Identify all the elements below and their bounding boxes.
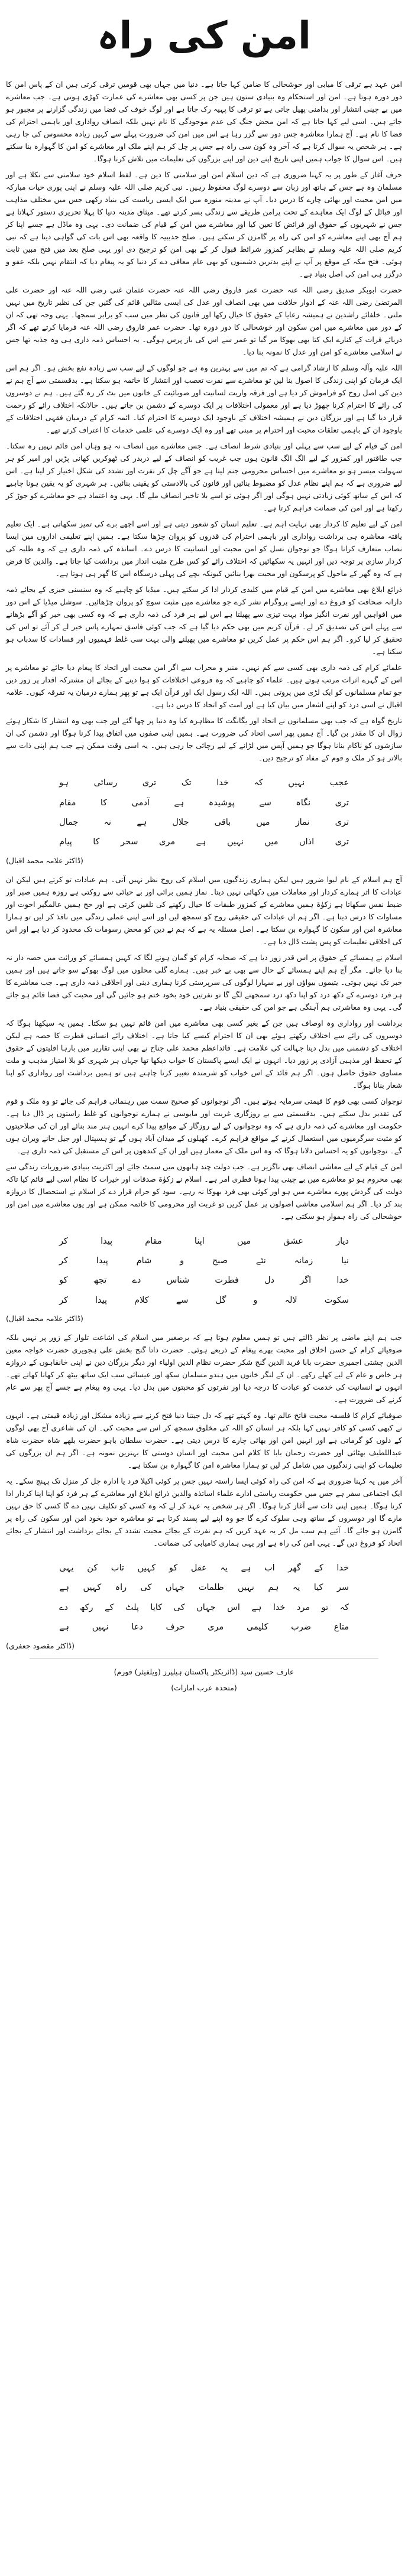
article-paragraph: امن کے قیام کے لیے سب سے پہلی اور بنیادی شرط انصاف ہے۔ جس معاشرے میں انصاف نہ ہو وہاں امن قائم نہیں رہ سکتا۔ جب طاقتور اور کمزور کے لیے الگ الگ قانون ہوں جب غریب کو انصاف کے لیے دربدر کی ٹھوکریں کھانی پڑیں اور امیر کو ہر سہولت میسر ہو تو معاشرے میں احساس محرومی جنم لیتا ہے جو آگے چل کر نفرت اور تشدد کی شکل اختیار کر لیتا ہے۔ اس لیے ضروری ہے کہ ہم اپنے نظام عدل کو مضبوط بنائیں اور قانون کی بالادستی کو یقینی بنائیں۔ ہر شہری کو یہ یقین ہونا چاہیے کہ اس کے ساتھ کوئی زیادتی نہیں ہوگی اور اگر ہوئی تو اسے بلا تاخیر انصاف ملے گا۔ یہی وہ اعتماد ہے جو معاشرے کو جوڑ کر رکھتا ہے اور امن کی ضمانت فراہم کرتا ہے۔ (6, 441, 402, 513)
poem-word: خدا (336, 1276, 349, 1286)
poem-word: عجب (329, 778, 349, 788)
poem-word: کہ (254, 778, 263, 788)
poem-word: نئے (255, 1256, 266, 1266)
article-paragraph: صوفیائے کرام کا فلسفہ محبت فاتح عالم تھا۔ وہ کہتے تھے کہ دل جیتنا دنیا فتح کرنے سے زیادہ مشکل اور زیادہ قیمتی ہے۔ انہوں نے کبھی کسی کو کافر نہیں کہا بلکہ ہر انسان کو اللہ کی مخلوق سمجھ کر اس سے محبت کی۔ ان کی شاعری آج بھی لوگوں کے دلوں کو گرماتی ہے اور انہیں امن اور بھائی چارے کا درس دیتی ہے۔ حضرت سلطان باہو حضرت بلھے شاہ حضرت شاہ عبداللطیف بھٹائی اور حضرت رحمان بابا کا کلام امن محبت اور انسان دوستی کا بہترین نمونہ ہے۔ اگر ہم ان بزرگوں کی تعلیمات کو اپنی زندگیوں میں شامل کر لیں تو ہمارا معاشرہ امن کا گہوارہ بن سکتا ہے۔ (6, 1411, 402, 1470)
poem-word: اپنا (194, 1236, 205, 1246)
poem-word: نماز (295, 818, 310, 828)
poem-word: میں (264, 837, 279, 847)
poem-word: یہ (292, 1583, 300, 1593)
poem-word: عشق (283, 1236, 303, 1246)
poem-word: پیدا (95, 1295, 108, 1305)
poem-word: حرف (166, 1622, 185, 1632)
poem-word: کو (169, 1563, 178, 1573)
poem-attribution: (ڈاکٹر علامہ محمد اقبال) (6, 1314, 83, 1323)
poem-word: کیا (313, 1583, 323, 1593)
poem-word: نگاہ (296, 798, 311, 808)
poem-word: میں (256, 818, 270, 828)
poem-word: نہیں (92, 1622, 109, 1632)
poem-line (59, 1559, 349, 1578)
poem-word: پیام (59, 837, 72, 847)
poem-word: سے (176, 1295, 189, 1305)
poem-word: زمانہ (294, 1256, 313, 1266)
poem-word: کہیں (137, 1563, 156, 1573)
poem-word: سحر (121, 837, 138, 847)
poem-line (59, 1618, 349, 1637)
poem-word: تری (142, 778, 157, 788)
poem-word: یہی (59, 1563, 74, 1573)
poem-word: تری (335, 818, 349, 828)
poem-word: ضرب (291, 1622, 312, 1632)
poem-word: تری (335, 837, 349, 847)
poem-line (59, 813, 349, 832)
poem-attribution: (ڈاکٹر علامہ محمد اقبال) (6, 856, 83, 865)
article-paragraph: امن عہد ہے ترقی کا میابی اور خوشحالی کا ضامن کہا جاتا ہے۔ دنیا میں جہاں بھی قومیں ترقی کرتی ہیں ان کے پاس امن کا دور دورہ ہوتا ہے۔ امن اور استحکام وہ بنیادی ستون ہیں جن پر کسی بھی معاشرے کی عمارت کھڑی ہوتی ہے۔ جب معاشرے میں بے چینی انتشار اور بدامنی پھیل جاتی ہے تو ترقی کا پہیہ رک جاتا ہے اور لوگ خوف کی فضا میں زندگی گزارنے پر مجبور ہو جاتے ہیں۔ اسی لیے کہا جاتا ہے کہ امن محض جنگ کی عدم موجودگی کا نام نہیں بلکہ انصاف رواداری اور باہمی احترام کی فضا کا نام ہے۔ آج ہمارا معاشرہ جس دور سے گزر رہا ہے اس میں امن کی ضرورت پہلے سے کہیں زیادہ محسوس کی جا رہی ہے۔ ہر شخص یہ سوال کرتا ہے کہ آخر وہ کون سی راہ ہے جس پر چل کر ہم اپنے ملک اور معاشرے کو امن کا گہوارہ بنا سکتے ہیں۔ اس سوال کا جواب ہمیں اپنی تاریخ اپنے دین اور اپنے بزرگوں کی تعلیمات میں تلاش کرنا ہوگا۔ (6, 80, 402, 164)
poem-word: باقی (214, 818, 231, 828)
poem-word: یہ (220, 1563, 228, 1573)
article-paragraph: برداشت اور رواداری وہ اوصاف ہیں جن کے بغیر کسی بھی معاشرے میں امن قائم نہیں ہو سکتا۔ ہمیں یہ سیکھنا ہوگا کہ دوسروں کی رائے سے اختلاف رکھتے ہوئے بھی ان کا احترام کیسے کیا جاتا ہے۔ اختلاف رائے انسانی فطرت کا حصہ ہے لیکن اختلاف کو دشمنی میں بدل دینا جہالت کی علامت ہے۔ قائداعظم محمد علی جناح نے بھی اپنی تقاریر میں بارہا اقلیتوں کے حقوق کے تحفظ اور مذہبی آزادی پر زور دیا۔ انہوں نے ایک ایسے پاکستان کا خواب دیکھا تھا جہاں ہر شہری کو بلا امتیاز مذہب و ملت مساوی حقوق حاصل ہوں۔ اگر ہم قائد کے اس خواب کو شرمندہ تعبیر کرنا چاہتے ہیں تو ہمیں برداشت اور رواداری کو اپنا شعار بنانا ہوگا۔ (6, 1018, 402, 1089)
poem-attribution: (ڈاکٹر مقصود جعفری) (6, 1641, 75, 1650)
poem-word: کن (87, 1563, 98, 1573)
poem-word: کہیں (83, 1583, 102, 1593)
article-paragraph: ذرائع ابلاغ بھی معاشرے میں امن کے قیام میں کلیدی کردار ادا کر سکتے ہیں۔ میڈیا کو چاہیے کہ وہ سنسنی خیزی کے بجائے ذمہ دارانہ صحافت کو فروغ دے اور ایسے پروگرام نشر کرے جو معاشرے میں مثبت سوچ کو پروان چڑھائیں۔ سوشل میڈیا کے اس دور میں افواہیں اور نفرت انگیز مواد بہت تیزی سے پھیلتا ہے اس لیے ہر فرد کی ذمہ داری ہے کہ وہ کسی بھی خبر کو آگے بڑھانے سے پہلے اس کی تصدیق کر لے۔ قرآن کریم میں بھی حکم دیا گیا ہے کہ جب کوئی فاسق تمہارے پاس خبر لے کر آئے تو اس کی تحقیق کر لیا کرو۔ اگر ہم اس حکم پر عمل کریں تو معاشرے میں پھیلنے والی بہت سی غلط فہمیوں اور فسادات کا سدباب ہو سکتا ہے۔ (6, 585, 402, 656)
poem-word: شناس (166, 1276, 190, 1286)
poem-word: نہ (103, 818, 112, 828)
author-location: (متحدہ عرب امارات) (171, 1683, 237, 1693)
poem-word: اگر (300, 1276, 312, 1286)
poem-word: آدمی (131, 798, 150, 808)
poem-line (59, 832, 349, 852)
article-page (6, 0, 402, 1695)
article-paragraph: امن کے لیے تعلیم کا کردار بھی نہایت اہم ہے۔ تعلیم انسان کو شعور دیتی ہے اور اسے اچھے برے کی تمیز سکھاتی ہے۔ ایک تعلیم یافتہ معاشرہ ہی برداشت رواداری اور باہمی احترام کی قدروں کو پروان چڑھا سکتا ہے۔ ہمیں اپنے تعلیمی اداروں میں ایسا نصاب متعارف کرانا ہوگا جو نوجوان نسل کو امن محبت اور انسانیت کا درس دے۔ اساتذہ کی ذمہ داری ہے کہ وہ طلبہ کی کردار سازی پر توجہ دیں اور انہیں یہ سکھائیں کہ اختلاف رائے کو کس طرح مثبت انداز میں برداشت کیا جاتا ہے۔ والدین کا فرض ہے کہ وہ گھر کے ماحول کو پرسکون اور محبت بھرا بنائیں کیونکہ بچے کی پہلی درسگاہ اس کا گھر ہی ہوتا ہے۔ (6, 519, 402, 578)
poem-word: نہیں (237, 1583, 254, 1593)
poem-word: دعا (131, 1622, 143, 1632)
poem-word: عقل (190, 1563, 207, 1573)
poem-word: و (253, 1295, 258, 1305)
poem-word: کے (105, 1602, 114, 1612)
article-paragraph: نوجوان کسی بھی قوم کا قیمتی سرمایہ ہوتے ہیں۔ اگر نوجوانوں کو صحیح سمت میں رہنمائی فراہم کی جائے تو وہ ملک و قوم کی تقدیر بدل سکتے ہیں۔ بدقسمتی سے بے روزگاری غربت اور مایوسی نے ہمارے نوجوانوں کو غلط راستوں پر ڈال دیا ہے۔ حکومت اور معاشرے کی ذمہ داری ہے کہ وہ نوجوانوں کے لیے روزگار کے مواقع پیدا کرے انہیں ہنر مند بنائے اور ان کی صلاحیتوں کو مثبت سرگرمیوں میں استعمال کرنے کے مواقع فراہم کرے۔ کھیلوں کے میدان آباد ہوں گے تو ہسپتال اور جیل خانے ویران ہوں گے۔ نوجوانوں کو یہ احساس دلانا ہوگا کہ وہ اس ملک کے معمار ہیں اور ان کے کندھوں پر اس کے مستقبل کی ذمہ داری ہے۔ (6, 1096, 402, 1155)
article-paragraph: حضرت ابوبکر صدیق رضی اللہ عنہ حضرت عمر فاروق رضی اللہ عنہ حضرت عثمان غنی رضی اللہ عنہ اور حضرت علی المرتضیٰ رضی اللہ عنہ کے ادوار خلافت میں بھی انصاف اور عدل کی ایسی مثالیں قائم کی گئیں جن کی نظیر تاریخ میں نہیں ملتی۔ خلفائے راشدین نے ہمیشہ رعایا کے حقوق کا خیال رکھا اور قانون کی نظر میں سب کو برابر سمجھا۔ یہی وجہ تھی کہ ان کے دور میں معاشرے میں امن سکون اور خوشحالی کا دور دورہ تھا۔ حضرت عمر فاروق رضی اللہ عنہ فرمایا کرتے تھے کہ اگر دریائے فرات کے کنارے ایک کتا بھی بھوکا مر گیا تو عمر سے اس کی باز پرس ہوگی۔ یہ احساس ذمہ داری ہی وہ جذبہ تھا جس نے اسلامی معاشرے کو امن اور عدل کا نمونہ بنا دیا۔ (6, 285, 402, 357)
poem-word: متاع (333, 1622, 349, 1632)
poem-verse (59, 1232, 349, 1310)
poem-line (59, 1598, 349, 1618)
article-paragraph: علمائے کرام کی ذمہ داری بھی کسی سے کم نہیں۔ منبر و محراب سے اگر امن محبت اور اتحاد کا پیغام دیا جائے تو معاشرے پر اس کے گہرے اثرات مرتب ہوتے ہیں۔ علماء کو چاہیے کہ وہ فروعی اختلافات کو ہوا دینے کے بجائے ان مشترکہ اقدار پر زور دیں جو تمام مسلمانوں کو ایک لڑی میں پروتی ہیں۔ اللہ ایک رسول ایک اور قرآن ایک ہے تو پھر ہمارے درمیان یہ تفرقہ کیوں۔ علامہ اقبال نے اسی درد کو اپنے اشعار میں بیان کیا ہے اور امت کو اتحاد کا درس دیا ہے۔ (6, 663, 402, 710)
poem-word: ہم (268, 1583, 279, 1593)
poem-word: خدا (216, 778, 229, 788)
article-paragraph: آخر میں یہ کہنا ضروری ہے کہ امن کی راہ کوئی ایسا راستہ نہیں جس پر کوئی اکیلا فرد یا ادارہ چل کر منزل تک پہنچ سکے۔ یہ ایک اجتماعی سفر ہے جس میں حکومت ریاستی ادارے علماء اساتذہ والدین ذرائع ابلاغ اور معاشرے کے ہر فرد کو اپنا اپنا کردار ادا کرنا ہوگا۔ ہمیں اپنی ذات سے آغاز کرنا ہوگا۔ اگر ہر شخص یہ عہد کر لے کہ وہ کسی کو تکلیف نہیں دے گا کسی کا حق نہیں مارے گا اور دوسروں کے ساتھ وہی سلوک کرے گا جو وہ اپنے لیے پسند کرتا ہے تو معاشرہ خود بخود امن اور سکون کی راہ پر گامزن ہو جائے گا۔ آئیے ہم سب مل کر یہ عہد کریں کہ ہم نفرت کے بجائے محبت تشدد کے بجائے برداشت اور انتشار کے بجائے اتحاد کو فروغ دیں گے۔ یہی امن کی راہ ہے اور یہی ہماری کامیابی کی ضمانت۔ (6, 1476, 402, 1548)
poem-word: جہاں (165, 1583, 185, 1593)
poem-word: ہے (196, 837, 206, 847)
poem-word: تو (321, 1602, 329, 1612)
poem-word: کا (93, 837, 100, 847)
poem-word: کہ (339, 1602, 349, 1612)
poem-word: پیدا (96, 1256, 108, 1266)
poem-line (59, 1232, 349, 1251)
poem-word: نہیں (226, 837, 244, 847)
poem-word: اب (264, 1563, 275, 1573)
poem-word: سے (259, 798, 271, 808)
poem-word: اس (227, 1602, 240, 1612)
poem-word: کر (59, 1236, 68, 1246)
article-paragraph: امن کے قیام کے لیے معاشی انصاف بھی ناگزیر ہے۔ جب دولت چند ہاتھوں میں سمٹ جائے اور اکثریت بنیادی ضروریات زندگی سے بھی محروم ہو تو معاشرے میں بے چینی پیدا ہونا فطری امر ہے۔ اسلام نے زکوٰۃ صدقات اور خیرات کا نظام اسی لیے قائم کیا تاکہ دولت کی گردش پورے معاشرے میں ہو اور کوئی بھی فرد بھوکا نہ رہے۔ سود کو حرام قرار دے کر اسلام نے استحصال کا دروازہ بند کر دیا۔ اگر ہم اسلامی معاشی اصولوں پر عمل کریں تو غربت اور محرومی کا خاتمہ ممکن ہے اور یوں معاشرے میں امن اور خوشحالی کی راہ ہموار ہو سکتی ہے۔ (6, 1162, 402, 1221)
poem-word: کایا (150, 1602, 163, 1612)
article-paragraph: آج ہم اسلام کے نام لیوا ضرور ہیں لیکن ہماری زندگیوں میں اسلام کی روح نظر نہیں آتی۔ ہم عبادات تو کرتے ہیں لیکن ان عبادات کا اثر ہمارے کردار اور معاملات میں دکھائی نہیں دیتا۔ نماز ہمیں برائی اور بے حیائی سے روکتی ہے روزہ ہمیں صبر اور ضبط نفس سکھاتا ہے زکوٰۃ ہمیں معاشرے کے کمزور طبقات کا خیال رکھنے کی تلقین کرتی ہے اور حج ہمیں عالمگیر اخوت اور مساوات کا درس دیتا ہے۔ اگر ہم ان عبادات کی حقیقی روح کو سمجھ لیں اور اسے اپنی عملی زندگی میں نافذ کر لیں تو ہمارا معاشرہ امن اور سکون کا گہوارہ بن سکتا ہے۔ اصل مسئلہ یہ ہے کہ ہم نے دین کو محض رسومات تک محدود کر دیا ہے اور اس کی اخلاقی تعلیمات کو پس پشت ڈال دیا ہے۔ (6, 874, 402, 946)
poem-word: خدا (336, 1563, 349, 1573)
poem-line (59, 1578, 349, 1598)
poem-word: جہاں (196, 1602, 216, 1612)
poem-word: پلٹ (125, 1602, 139, 1612)
poem-line (59, 1271, 349, 1290)
poem-word: تری (335, 798, 349, 808)
poem-word: کی (173, 1602, 185, 1612)
poem-verse (59, 1559, 349, 1637)
poem-word: ہو (59, 778, 69, 788)
poem-word: اذاں (299, 837, 315, 847)
article-paragraph: اللہ علیہ وآلہ وسلم کا ارشاد گرامی ہے کہ تم میں سے بہترین وہ ہے جو لوگوں کے لیے سب سے زیادہ نفع بخش ہو۔ اگر ہم اس ایک فرمان کو اپنی زندگی کا اصول بنا لیں تو معاشرے سے نفرت تعصب اور انتشار کا خاتمہ ہو سکتا ہے۔ بدقسمتی سے آج ہم نے دین کی اصل روح کو فراموش کر دیا ہے اور فرقہ واریت لسانیت اور صوبائیت کے خانوں میں بٹ کر رہ گئے ہیں۔ ہم نے دوسروں کی رائے کا احترام کرنا چھوڑ دیا ہے اور معمولی اختلافات پر ایک دوسرے کے دشمن بن جاتے ہیں۔ حالانکہ اختلاف رائے کو رحمت قرار دیا گیا ہے اور بزرگان دین نے ہمیشہ اختلاف کے باوجود ایک دوسرے کا احترام کیا۔ ائمہ کرام کے درمیان فقہی اختلافات کے باوجود ان کے باہمی تعلقات محبت اور احترام پر مبنی تھے اور وہ ایک دوسرے کی علمی خدمات کا اعتراف کرتے تھے۔ (6, 363, 403, 435)
poem-word: کلام (134, 1295, 149, 1305)
poem-word: گھر (288, 1563, 301, 1573)
poem-word: نیا (341, 1256, 349, 1266)
poem-word: کا (100, 798, 108, 808)
poem-word: رسائی (93, 778, 118, 788)
poem-word: ہے (59, 1622, 70, 1632)
poem-word: راہ (115, 1583, 127, 1593)
poem-word: نہیں (288, 778, 305, 788)
poem-word: ہے (59, 1583, 70, 1593)
poem-word: دے (132, 1276, 141, 1286)
poem-line (59, 793, 349, 813)
poem-word: تاب (111, 1563, 124, 1573)
article-body (6, 78, 402, 1650)
poem-verse (59, 773, 349, 852)
poem-word: لالہ (284, 1295, 297, 1305)
poem-word: ظلمات (198, 1583, 224, 1593)
poem-word: گل (215, 1295, 226, 1305)
divider (30, 1658, 378, 1659)
article-paragraph: جب ہم اپنے ماضی پر نظر ڈالتے ہیں تو ہمیں معلوم ہوتا ہے کہ برصغیر میں اسلام کی اشاعت تلوار کے زور پر نہیں بلکہ صوفیائے کرام کے حسن اخلاق اور محبت بھرے پیغام کے ذریعے ہوئی۔ حضرت داتا گنج بخش علی ہجویری حضرت خواجہ معین الدین چشتی اجمیری حضرت بابا فرید الدین گنج شکر حضرت نظام الدین اولیاء اور دیگر بزرگان دین نے اپنی خانقاہوں کے دروازے ہر خاص و عام کے لیے کھلے رکھے۔ ان کے لنگر خانوں میں ہندو مسلمان سکھ اور عیسائی سب ایک ساتھ بیٹھ کر کھانا کھاتے تھے۔ انہوں نے انسانیت کی خدمت کو عبادت کا درجہ دیا اور نفرتوں کو محبتوں میں بدل دیا۔ یہی وہ پیغام ہے جسے آج پھر سے عام کرنے کی ضرورت ہے۔ (6, 1333, 402, 1404)
poem-word: سر (336, 1583, 349, 1593)
poem-word: کے (314, 1563, 323, 1573)
poem-word: ہے (241, 1563, 251, 1573)
poem-word: پوشیدہ (208, 798, 235, 808)
poem-word: کو (59, 1276, 68, 1286)
author-signature: عارف حسین سید (ڈائریکٹر پاکستان ہیلپرز (ویلفیئر) فورم) (114, 1667, 294, 1676)
poem-word: ہے (251, 1602, 262, 1612)
poem-word: دیار (336, 1236, 349, 1246)
poem-word: شام (136, 1256, 152, 1266)
poem-word: صبح (212, 1256, 228, 1266)
poem-word: پیدا (101, 1236, 113, 1246)
poem-word: مقام (145, 1236, 162, 1246)
poem-word: کی (140, 1583, 152, 1593)
poem-word: تک (181, 778, 192, 788)
poem-line (59, 1251, 349, 1271)
poem-word: کلیمی (246, 1622, 268, 1632)
poem-word: کر (59, 1256, 68, 1266)
article-title: امن کی راہ (97, 14, 311, 58)
poem-line (59, 773, 349, 793)
poem-word: مقام (59, 798, 76, 808)
poem-word: مری (158, 837, 176, 847)
poem-word: رکھ (79, 1602, 93, 1612)
poem-word: مرد (296, 1602, 310, 1612)
poem-word: تجھ (93, 1276, 107, 1286)
poem-word: جمال (59, 818, 79, 828)
article-paragraph: اسلام نے ہمسائے کے حقوق پر اس قدر زور دیا ہے کہ صحابہ کرام کو گمان ہونے لگا کہ کہیں ہمسائے کو وراثت میں حصہ دار نہ بنا دیا جائے۔ مگر آج ہم اپنے ہمسائے کے حال سے بھی بے خبر ہیں۔ ہمارے گلی محلوں میں لوگ بھوکے سو جاتے ہیں اور ہمیں خبر تک نہیں ہوتی۔ یتیموں بیواؤں اور بے سہارا لوگوں کی سرپرستی کرنا ہماری دینی اور اخلاقی ذمہ داری ہے۔ جب معاشرے کا ہر فرد دوسرے کے دکھ درد کو اپنا دکھ درد سمجھنے لگے گا تو نفرتیں خود بخود ختم ہو جائیں گی اور محبت کی فضا قائم ہو جائے گی۔ یہی وہ معاشرتی ہم آہنگی ہے جو امن کی حقیقی بنیاد ہے۔ (6, 952, 402, 1011)
poem-word: سکوت (324, 1295, 349, 1305)
poem-word: ہے (137, 818, 147, 828)
poem-word: و (180, 1256, 184, 1266)
poem-word: خدا (273, 1602, 286, 1612)
poem-line (59, 1291, 349, 1310)
poem-word: دل (264, 1276, 275, 1286)
poem-word: میں (237, 1236, 251, 1246)
poem-word: مری (208, 1622, 224, 1632)
article-paragraph: تاریخ گواہ ہے کہ جب بھی مسلمانوں نے اتحاد اور یگانگت کا مظاہرہ کیا وہ دنیا پر چھا گئے اور جب بھی وہ انتشار کا شکار ہوئے زوال ان کا مقدر بن گیا۔ آج ہمیں پھر اسی اتحاد کی ضرورت ہے۔ ہمیں اپنی صفوں میں اتفاق پیدا کرنا ہوگا اور دشمن کی ان سازشوں کو ناکام بنانا ہوگا جو ہمیں آپس میں لڑانے کے لیے رچائی جا رہی ہیں۔ یہ اسی وقت ممکن ہے جب ہم اپنی ذات سے بالاتر ہو کر ملک و قوم کے مفاد کو ترجیح دیں۔ (6, 716, 402, 763)
poem-word: جلال (172, 818, 189, 828)
poem-word: کر (59, 1295, 68, 1305)
poem-word: فطرت (215, 1276, 239, 1286)
poem-word: ہے (174, 798, 184, 808)
poem-word: دے (59, 1602, 68, 1612)
article-paragraph: حرف آغاز کے طور پر یہ کہنا ضروری ہے کہ دین اسلام امن اور سلامتی کا دین ہے۔ لفظ اسلام خود سلامتی سے نکلا ہے اور مسلمان وہ ہے جس کے ہاتھ اور زبان سے دوسرے لوگ محفوظ رہیں۔ نبی کریم صلی اللہ علیہ وسلم نے اپنی پوری حیات مبارکہ میں امن محبت اور بھائی چارے کا درس دیا۔ آپ نے مدینہ منورہ میں ایک ایسی ریاست کی بنیاد رکھی جس میں مختلف مذاہب اور قبائل کے لوگ ایک معاہدے کے تحت پرامن طریقے سے زندگی بسر کرتے تھے۔ میثاق مدینہ دنیا کا پہلا تحریری دستور کہلاتا ہے جس نے شہریوں کے حقوق اور فرائض کا تعین کیا اور معاشرے میں امن کے قیام کی ضمانت دی۔ یہی وہ ماڈل ہے جسے اپنا کر ہم آج بھی اپنے معاشرے کو امن کی راہ پر گامزن کر سکتے ہیں۔ صلح حدیبیہ کا واقعہ بھی اس بات کی گواہی دیتا ہے کہ نبی کریم صلی اللہ علیہ وسلم نے بظاہر کمزور شرائط قبول کر کے بھی امن کو ترجیح دی اور یہی صلح بعد میں فتح مبین ثابت ہوئی۔ فتح مکہ کے موقع پر آپ نے اپنے بدترین دشمنوں کو بھی عام معافی دے کر دنیا کو یہ پیغام دیا کہ انتقام نہیں بلکہ عفو و درگزر ہی امن کی اصل بنیاد ہے۔ (6, 170, 402, 279)
